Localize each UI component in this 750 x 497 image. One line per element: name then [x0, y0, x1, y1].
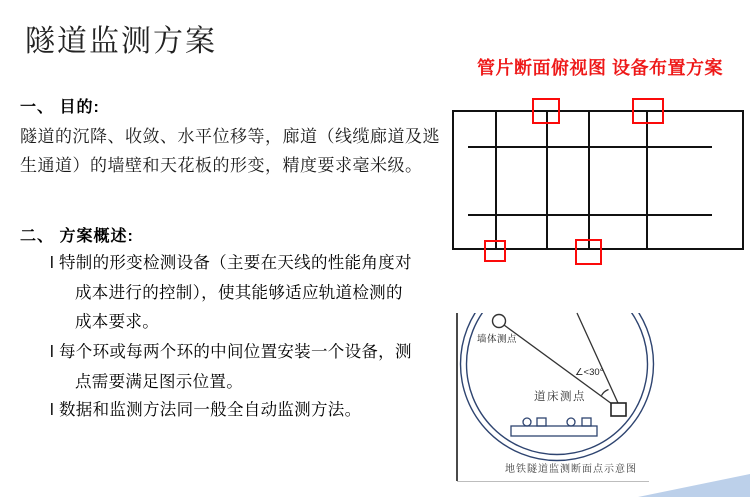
bullet-line: 每个环或每两个环的中间位置安装一个设备，测	[58, 343, 412, 361]
bullet-marker: l	[50, 343, 54, 361]
grid-hline	[468, 214, 712, 216]
wall-point-circle	[493, 315, 506, 328]
trackbed-prism-square	[582, 418, 591, 426]
trackbed-rect	[511, 426, 597, 436]
grid-vline	[646, 110, 648, 249]
grid-vline	[588, 110, 590, 249]
slide-title: 隧道监测方案	[25, 25, 217, 58]
trackbed-label: 道床测点	[534, 391, 586, 403]
bullet-line: 成本进行的控制），使其能够适应轨道检测的	[75, 283, 403, 302]
bullet-item-method	[50, 396, 450, 426]
figure-left-border	[456, 313, 458, 481]
purpose-line: 隧道的沉降、收敛、水平位移等，廊道（线缆廊道及逃	[20, 127, 440, 146]
bullet-line: 成本要求。	[75, 313, 159, 331]
purpose-paragraph	[20, 122, 441, 182]
segment-grid-figure	[450, 94, 750, 270]
section-heading-purpose: 一、 目的:	[20, 99, 100, 116]
bullet-marker: l	[50, 401, 54, 419]
wall-point-label: 墙体测点	[477, 334, 518, 345]
bullet-item-equipment	[50, 249, 450, 338]
corner-decoration-triangle	[620, 468, 750, 497]
bullet-marker: l	[50, 254, 54, 272]
sensor-position-marker	[532, 98, 560, 124]
grid-vline	[495, 110, 497, 249]
sensor-position-marker	[484, 240, 506, 262]
bullet-item-installation	[50, 338, 450, 397]
figure-caption: 地铁隧道监测断面点示意图	[505, 464, 637, 475]
angle-arc	[602, 390, 609, 396]
sensor-position-marker	[575, 239, 602, 265]
figure-heading-red: 管片断面俯视图 设备布置方案	[477, 58, 723, 78]
section-heading-overview: 二、 方案概述:	[20, 228, 134, 245]
angle-label: ∠<30°	[575, 367, 604, 378]
sensor-position-marker	[632, 98, 664, 124]
grid-hline	[468, 146, 712, 148]
device-box	[611, 403, 626, 416]
trackbed-prism-square	[537, 418, 546, 426]
purpose-line: 生通道）的墙壁和天花板的形变，精度要求毫米级。	[20, 156, 423, 175]
tunnel-section-drawing	[456, 300, 750, 484]
bullet-line: 特制的形变检测设备（主要在天线的性能角度对	[58, 254, 412, 272]
bullet-line: 点需要满足图示位置。	[75, 372, 243, 391]
bullet-line: 数据和监测方法同一般全自动监测方法。	[58, 401, 362, 419]
tunnel-section-figure	[456, 300, 750, 484]
grid-vline	[546, 110, 548, 249]
trackbed-prism-circle	[567, 418, 575, 426]
trackbed-prism-circle	[523, 418, 531, 426]
